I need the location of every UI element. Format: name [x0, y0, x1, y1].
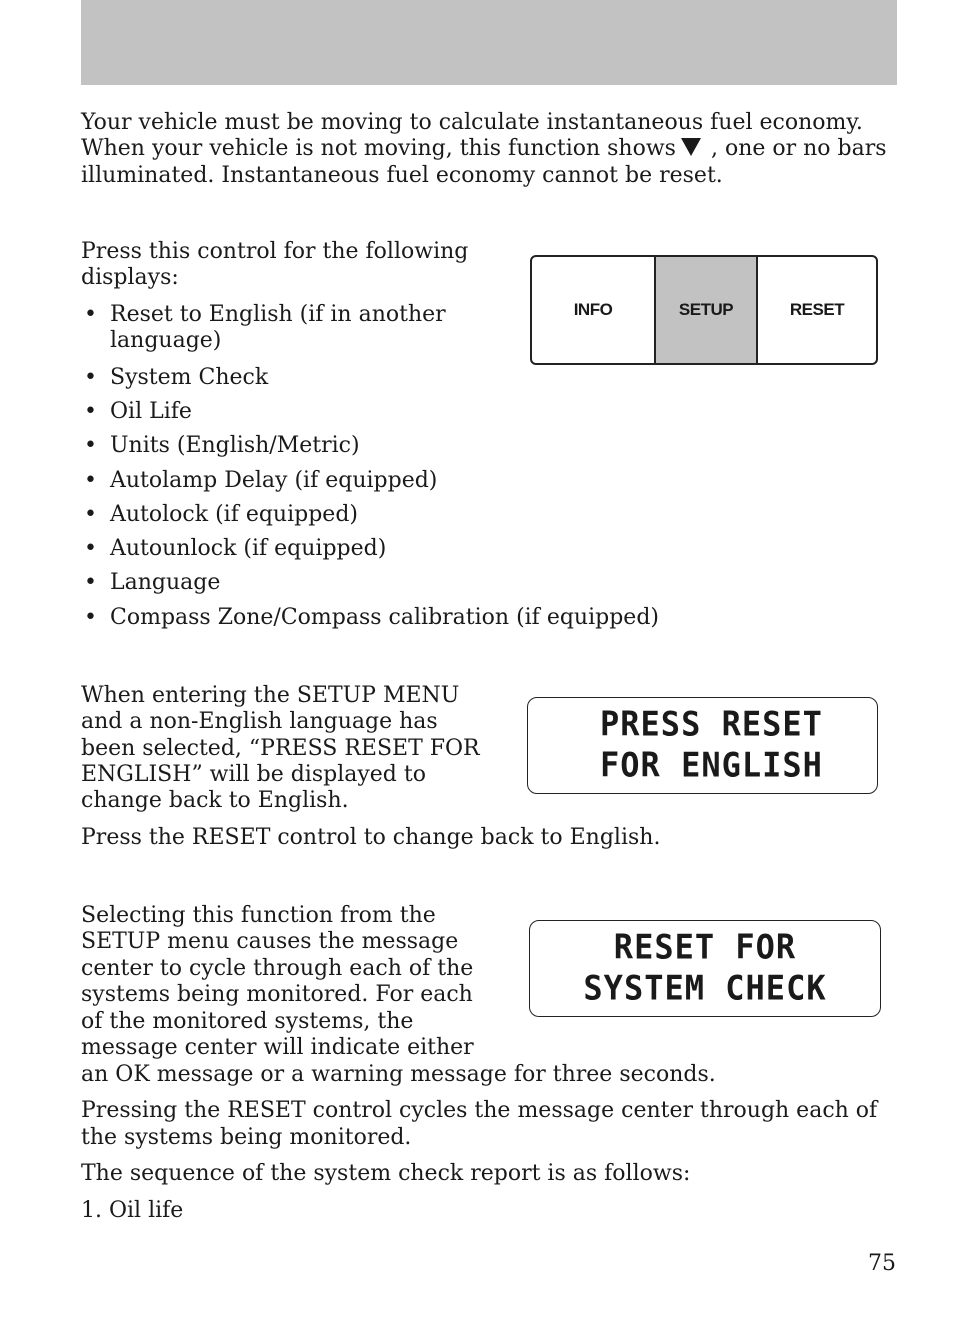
bullet-dot: • — [84, 302, 97, 327]
info-button: INFO — [532, 257, 656, 363]
down-triangle-icon — [680, 137, 702, 165]
list-item-text: System Check — [110, 365, 269, 390]
intro-line-1: Your vehicle must be moving to calculate instantaneous fuel economy. — [81, 110, 863, 135]
list-item-text: Compass Zone/Compass calibration (if equipped) — [110, 605, 659, 630]
syscheck-line-6: message center will indicate either — [81, 1035, 474, 1060]
lcd-line-2: FOR ENGLISH — [600, 745, 823, 785]
list-item — [84, 536, 386, 563]
list-item-text: Autounlock (if equipped) — [110, 536, 387, 561]
syscheck-line-5: of the monitored systems, the — [81, 1009, 414, 1034]
list-item — [84, 570, 220, 597]
list-item-continuation: language) — [110, 328, 222, 353]
syscheck-line-3: center to cycle through each of the — [81, 956, 474, 981]
intro-line-3: illuminated. Instantaneous fuel economy cannot be reset. — [81, 163, 723, 188]
bullet-dot: • — [84, 365, 97, 390]
lcd-display-english — [527, 697, 878, 794]
lcd-line-1: RESET FOR — [613, 927, 797, 967]
english-line-1: When entering the SETUP MENU — [81, 683, 460, 708]
syscheck-line-4: systems being monitored. For each — [81, 982, 473, 1007]
syscheck-para2-line-2: the systems being monitored. — [81, 1125, 412, 1150]
chapter-header-bar — [81, 0, 897, 85]
syscheck-line-1: Selecting this function from the — [81, 903, 436, 928]
setup-button: SETUP — [656, 257, 758, 363]
list-item-text: Oil Life — [110, 399, 192, 424]
list-item — [84, 605, 659, 632]
english-line-3: been selected, “PRESS RESET FOR — [81, 736, 480, 761]
syscheck-line-7: an OK message or a warning message for three seconds. — [81, 1062, 716, 1087]
setup-lead-line-1: Press this control for the following — [81, 239, 469, 264]
control-panel-illustration — [530, 255, 878, 365]
english-after-paragraph: Press the RESET control to change back to English. — [81, 825, 661, 850]
list-item-text: Language — [110, 570, 221, 595]
list-item — [84, 502, 358, 529]
list-item — [84, 302, 446, 329]
intro-line-2-text-a: When your vehicle is not moving, this function shows — [81, 136, 676, 161]
bullet-dot: • — [84, 536, 97, 561]
list-item-text: Units (English/Metric) — [110, 433, 360, 458]
intro-line-2 — [81, 136, 887, 165]
bullet-dot: • — [84, 502, 97, 527]
page-number: 75 — [868, 1251, 896, 1276]
reset-button: RESET — [789, 300, 845, 319]
list-item — [84, 468, 437, 495]
intro-line-2-text-b: , one or no bars — [710, 136, 887, 161]
lcd-display-system-check — [529, 920, 881, 1017]
english-line-5: change back to English. — [81, 788, 349, 813]
syscheck-para3: The sequence of the system check report is as follows: — [81, 1161, 691, 1186]
list-item — [84, 433, 360, 460]
list-item-text: Reset to English (if in another — [110, 302, 446, 327]
bullet-dot: • — [84, 433, 97, 458]
syscheck-para2-line-1: Pressing the RESET control cycles the message center through each of — [81, 1098, 878, 1123]
english-line-2: and a non-English language has — [81, 709, 438, 734]
bullet-dot: • — [84, 605, 97, 630]
list-item — [84, 399, 192, 426]
bullet-dot: • — [84, 468, 97, 493]
lcd-line-1: PRESS RESET — [600, 704, 823, 744]
list-item-text: Autolamp Delay (if equipped) — [110, 468, 438, 493]
syscheck-list-item-1: 1. Oil life — [81, 1198, 184, 1223]
list-item — [84, 365, 268, 392]
english-line-4: ENGLISH” will be displayed to — [81, 762, 426, 787]
bullet-dot: • — [84, 399, 97, 424]
syscheck-line-2: SETUP menu causes the message — [81, 929, 459, 954]
list-item-text: Autolock (if equipped) — [110, 502, 358, 527]
bullet-dot: • — [84, 570, 97, 595]
lcd-line-2: SYSTEM CHECK — [583, 968, 827, 1008]
setup-lead-line-2: displays: — [81, 265, 179, 290]
